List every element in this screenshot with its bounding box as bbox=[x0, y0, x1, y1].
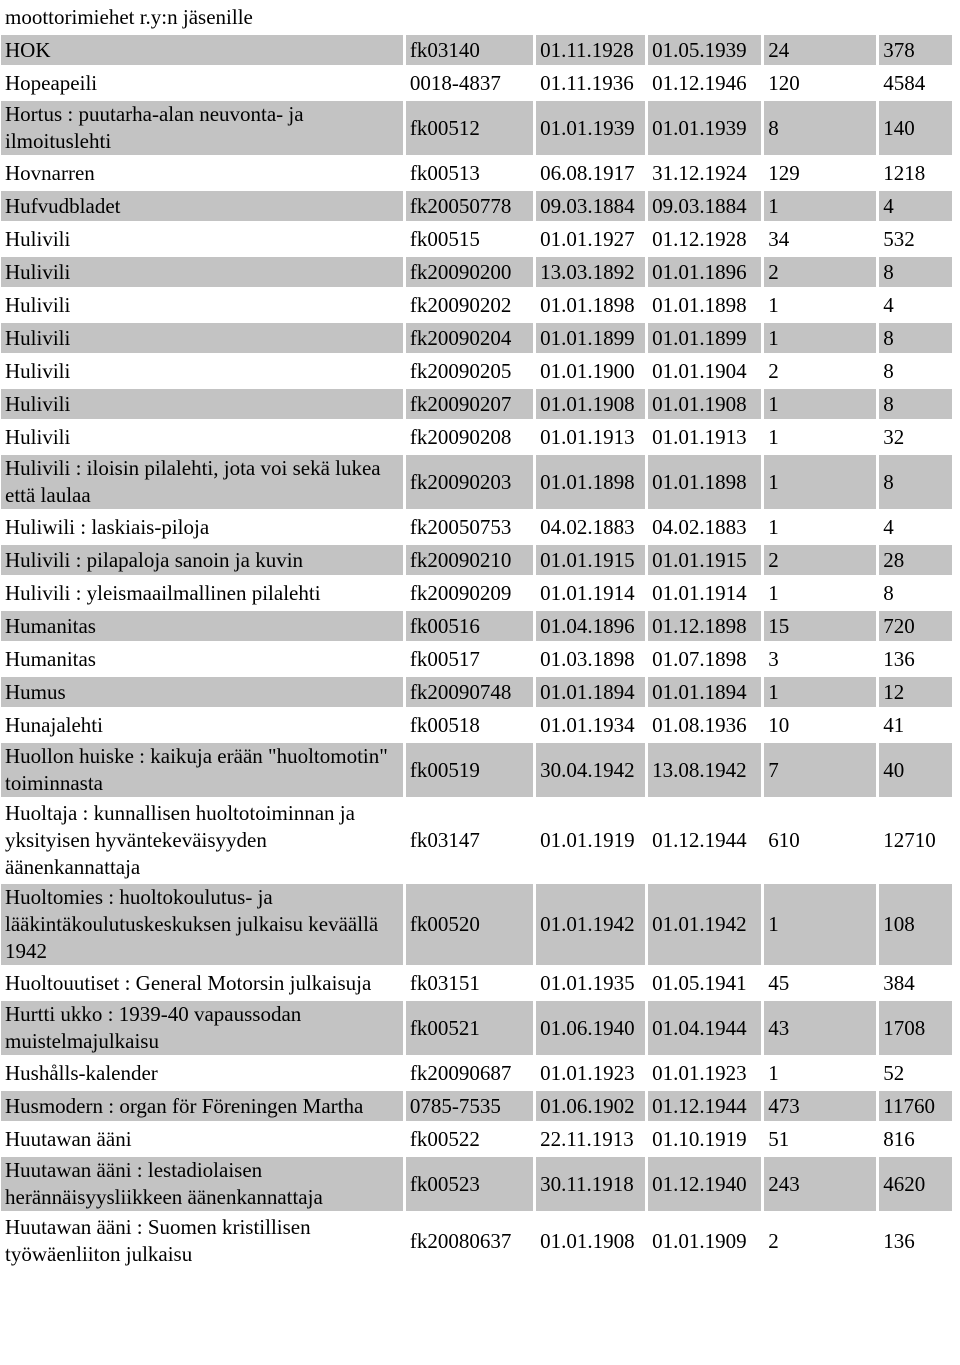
table-row bbox=[1, 512, 952, 542]
end-date-cell: 31.12.1924 bbox=[648, 158, 761, 188]
page-count-cell: 8 bbox=[879, 323, 952, 353]
start-date-cell: 22.11.1913 bbox=[536, 1124, 645, 1154]
end-date-cell: 01.12.1898 bbox=[648, 611, 761, 641]
page-count-cell: 4 bbox=[879, 191, 952, 221]
end-date-cell: 01.12.1928 bbox=[648, 224, 761, 254]
start-date-cell: 01.01.1908 bbox=[536, 1214, 645, 1268]
issue-count-cell: 1 bbox=[764, 389, 876, 419]
title-cell: Hulivili : yleismaailmallinen pilalehti bbox=[1, 578, 403, 608]
page-count-cell: 720 bbox=[879, 611, 952, 641]
page-count-cell: 28 bbox=[879, 545, 952, 575]
title-cell: Hulivili : pilapaloja sanoin ja kuvin bbox=[1, 545, 403, 575]
page-count-cell: 4 bbox=[879, 290, 952, 320]
title-cell: Humus bbox=[1, 677, 403, 707]
page-count-cell: 1218 bbox=[879, 158, 952, 188]
page-count-cell: 140 bbox=[879, 101, 952, 155]
table-row bbox=[1, 884, 952, 965]
page-count-cell: 4584 bbox=[879, 68, 952, 98]
id-cell bbox=[406, 2, 533, 32]
end-date-cell: 01.04.1944 bbox=[648, 1001, 761, 1055]
title-cell: Hulivili bbox=[1, 422, 403, 452]
title-cell: Huutawan ääni : Suomen kristillisen työwäenliiton julkaisu bbox=[1, 1214, 403, 1268]
table-row bbox=[1, 968, 952, 998]
id-cell: 0018-4837 bbox=[406, 68, 533, 98]
issue-count-cell: 1 bbox=[764, 512, 876, 542]
issue-count-cell: 610 bbox=[764, 800, 876, 881]
start-date-cell: 01.01.1914 bbox=[536, 578, 645, 608]
start-date-cell: 01.06.1940 bbox=[536, 1001, 645, 1055]
title-cell: Hulivili bbox=[1, 290, 403, 320]
page-count-cell: 32 bbox=[879, 422, 952, 452]
start-date-cell: 01.11.1936 bbox=[536, 68, 645, 98]
end-date-cell: 01.01.1908 bbox=[648, 389, 761, 419]
start-date-cell: 01.01.1935 bbox=[536, 968, 645, 998]
id-cell: fk00523 bbox=[406, 1157, 533, 1211]
id-cell: fk00516 bbox=[406, 611, 533, 641]
id-cell: fk20090209 bbox=[406, 578, 533, 608]
table-row bbox=[1, 101, 952, 155]
table-row bbox=[1, 743, 952, 797]
issue-count-cell: 43 bbox=[764, 1001, 876, 1055]
id-cell: 0785-7535 bbox=[406, 1091, 533, 1121]
end-date-cell: 01.01.1909 bbox=[648, 1214, 761, 1268]
title-cell: Hovnarren bbox=[1, 158, 403, 188]
page-count-cell: 41 bbox=[879, 710, 952, 740]
end-date-cell: 01.12.1944 bbox=[648, 800, 761, 881]
title-cell: Hulivili bbox=[1, 323, 403, 353]
id-cell: fk20080637 bbox=[406, 1214, 533, 1268]
id-cell: fk20090210 bbox=[406, 545, 533, 575]
id-cell: fk20050753 bbox=[406, 512, 533, 542]
id-cell: fk00518 bbox=[406, 710, 533, 740]
issue-count-cell: 24 bbox=[764, 35, 876, 65]
end-date-cell: 01.12.1940 bbox=[648, 1157, 761, 1211]
id-cell: fk00513 bbox=[406, 158, 533, 188]
start-date-cell: 01.01.1939 bbox=[536, 101, 645, 155]
table-row bbox=[1, 257, 952, 287]
id-cell: fk20090687 bbox=[406, 1058, 533, 1088]
table-row bbox=[1, 356, 952, 386]
table-row bbox=[1, 191, 952, 221]
issue-count-cell: 2 bbox=[764, 545, 876, 575]
issue-count-cell: 15 bbox=[764, 611, 876, 641]
issue-count-cell: 2 bbox=[764, 257, 876, 287]
table-row-continuation bbox=[1, 2, 952, 32]
issue-count-cell: 129 bbox=[764, 158, 876, 188]
title-cell: Huoltomies : huoltokoulutus- ja lääkintäkoulutuskeskuksen julkaisu keväällä 1942 bbox=[1, 884, 403, 965]
table-row bbox=[1, 1001, 952, 1055]
table-row bbox=[1, 1124, 952, 1154]
page-count-cell: 8 bbox=[879, 389, 952, 419]
id-cell: fk20090205 bbox=[406, 356, 533, 386]
end-date-cell: 01.01.1913 bbox=[648, 422, 761, 452]
start-date-cell: 01.01.1927 bbox=[536, 224, 645, 254]
id-cell: fk00517 bbox=[406, 644, 533, 674]
table-row bbox=[1, 611, 952, 641]
id-cell: fk00522 bbox=[406, 1124, 533, 1154]
page-count-cell: 816 bbox=[879, 1124, 952, 1154]
end-date-cell: 01.01.1923 bbox=[648, 1058, 761, 1088]
id-cell: fk03151 bbox=[406, 968, 533, 998]
id-cell: fk00520 bbox=[406, 884, 533, 965]
issue-count-cell: 120 bbox=[764, 68, 876, 98]
page-count-cell: 8 bbox=[879, 455, 952, 509]
end-date-cell: 01.01.1915 bbox=[648, 545, 761, 575]
page-count-cell: 8 bbox=[879, 257, 952, 287]
end-date-cell: 13.08.1942 bbox=[648, 743, 761, 797]
table-row bbox=[1, 422, 952, 452]
title-cell: Hulivili bbox=[1, 389, 403, 419]
start-date-cell bbox=[536, 2, 645, 32]
start-date-cell: 13.03.1892 bbox=[536, 257, 645, 287]
end-date-cell: 01.05.1941 bbox=[648, 968, 761, 998]
id-cell: fk20090204 bbox=[406, 323, 533, 353]
end-date-cell bbox=[648, 2, 761, 32]
id-cell: fk20090203 bbox=[406, 455, 533, 509]
title-cell: Huoltouutiset : General Motorsin julkaisuja bbox=[1, 968, 403, 998]
title-cell: Hulivili bbox=[1, 257, 403, 287]
id-cell: fk03147 bbox=[406, 800, 533, 881]
page-count-cell: 384 bbox=[879, 968, 952, 998]
page-count-cell: 12 bbox=[879, 677, 952, 707]
page-count-cell: 12710 bbox=[879, 800, 952, 881]
issue-count-cell: 1 bbox=[764, 677, 876, 707]
start-date-cell: 30.04.1942 bbox=[536, 743, 645, 797]
end-date-cell: 01.01.1899 bbox=[648, 323, 761, 353]
title-cell: Hortus : puutarha-alan neuvonta- ja ilmoituslehti bbox=[1, 101, 403, 155]
title-cell: Hulivili : iloisin pilalehti, jota voi sekä lukea että laulaa bbox=[1, 455, 403, 509]
issue-count-cell: 1 bbox=[764, 455, 876, 509]
start-date-cell: 01.01.1894 bbox=[536, 677, 645, 707]
start-date-cell: 01.11.1928 bbox=[536, 35, 645, 65]
end-date-cell: 09.03.1884 bbox=[648, 191, 761, 221]
page-count-cell: 4 bbox=[879, 512, 952, 542]
title-cell: Huutawan ääni bbox=[1, 1124, 403, 1154]
issue-count-cell: 2 bbox=[764, 356, 876, 386]
start-date-cell: 04.02.1883 bbox=[536, 512, 645, 542]
end-date-cell: 01.10.1919 bbox=[648, 1124, 761, 1154]
table-row bbox=[1, 323, 952, 353]
end-date-cell: 01.12.1944 bbox=[648, 1091, 761, 1121]
issue-count-cell: 2 bbox=[764, 1214, 876, 1268]
table-row bbox=[1, 455, 952, 509]
issue-count-cell: 10 bbox=[764, 710, 876, 740]
page-count-cell: 40 bbox=[879, 743, 952, 797]
id-cell: fk20090207 bbox=[406, 389, 533, 419]
start-date-cell: 09.03.1884 bbox=[536, 191, 645, 221]
id-cell: fk00519 bbox=[406, 743, 533, 797]
start-date-cell: 01.01.1915 bbox=[536, 545, 645, 575]
end-date-cell: 01.12.1946 bbox=[648, 68, 761, 98]
title-cell: Hufvudbladet bbox=[1, 191, 403, 221]
start-date-cell: 01.01.1923 bbox=[536, 1058, 645, 1088]
end-date-cell: 01.01.1914 bbox=[648, 578, 761, 608]
start-date-cell: 01.01.1898 bbox=[536, 455, 645, 509]
page-count-cell: 532 bbox=[879, 224, 952, 254]
id-cell: fk00515 bbox=[406, 224, 533, 254]
title-cell: Hulivili bbox=[1, 224, 403, 254]
title-cell: Huollon huiske : kaikuja erään "huoltomotin" toiminnasta bbox=[1, 743, 403, 797]
end-date-cell: 01.01.1894 bbox=[648, 677, 761, 707]
table-row bbox=[1, 677, 952, 707]
id-cell: fk20090748 bbox=[406, 677, 533, 707]
start-date-cell: 01.01.1900 bbox=[536, 356, 645, 386]
issue-count-cell: 51 bbox=[764, 1124, 876, 1154]
start-date-cell: 01.01.1908 bbox=[536, 389, 645, 419]
table-row bbox=[1, 1214, 952, 1268]
start-date-cell: 06.08.1917 bbox=[536, 158, 645, 188]
title-cell: moottorimiehet r.y:n jäsenille bbox=[1, 2, 403, 32]
table-row bbox=[1, 68, 952, 98]
page-count-cell: 136 bbox=[879, 644, 952, 674]
issue-count-cell: 1 bbox=[764, 290, 876, 320]
start-date-cell: 01.04.1896 bbox=[536, 611, 645, 641]
page-count-cell: 108 bbox=[879, 884, 952, 965]
table-row bbox=[1, 224, 952, 254]
start-date-cell: 01.01.1899 bbox=[536, 323, 645, 353]
start-date-cell: 01.03.1898 bbox=[536, 644, 645, 674]
end-date-cell: 01.07.1898 bbox=[648, 644, 761, 674]
id-cell: fk00521 bbox=[406, 1001, 533, 1055]
table-row bbox=[1, 578, 952, 608]
start-date-cell: 01.01.1942 bbox=[536, 884, 645, 965]
start-date-cell: 01.01.1919 bbox=[536, 800, 645, 881]
page-count-cell: 4620 bbox=[879, 1157, 952, 1211]
title-cell: Humanitas bbox=[1, 611, 403, 641]
id-cell: fk20050778 bbox=[406, 191, 533, 221]
table-row bbox=[1, 545, 952, 575]
table-body bbox=[1, 2, 952, 1268]
table-row bbox=[1, 1058, 952, 1088]
issue-count-cell: 7 bbox=[764, 743, 876, 797]
start-date-cell: 01.01.1898 bbox=[536, 290, 645, 320]
end-date-cell: 01.01.1942 bbox=[648, 884, 761, 965]
table-row bbox=[1, 710, 952, 740]
id-cell: fk20090200 bbox=[406, 257, 533, 287]
issue-count-cell: 8 bbox=[764, 101, 876, 155]
id-cell: fk20090202 bbox=[406, 290, 533, 320]
issue-count-cell: 1 bbox=[764, 1058, 876, 1088]
issue-count-cell: 243 bbox=[764, 1157, 876, 1211]
start-date-cell: 01.01.1913 bbox=[536, 422, 645, 452]
end-date-cell: 01.01.1939 bbox=[648, 101, 761, 155]
table-row bbox=[1, 1091, 952, 1121]
page-count-cell: 378 bbox=[879, 35, 952, 65]
start-date-cell: 01.01.1934 bbox=[536, 710, 645, 740]
issue-count-cell: 1 bbox=[764, 422, 876, 452]
title-cell: HOK bbox=[1, 35, 403, 65]
issue-count-cell: 3 bbox=[764, 644, 876, 674]
id-cell: fk20090208 bbox=[406, 422, 533, 452]
start-date-cell: 01.06.1902 bbox=[536, 1091, 645, 1121]
page-count-cell bbox=[879, 2, 952, 32]
table-row bbox=[1, 389, 952, 419]
page-count-cell: 52 bbox=[879, 1058, 952, 1088]
end-date-cell: 01.01.1904 bbox=[648, 356, 761, 386]
end-date-cell: 01.08.1936 bbox=[648, 710, 761, 740]
page-count-cell: 8 bbox=[879, 356, 952, 386]
title-cell: Humanitas bbox=[1, 644, 403, 674]
title-cell: Hulivili bbox=[1, 356, 403, 386]
issue-count-cell: 1 bbox=[764, 578, 876, 608]
issue-count-cell: 473 bbox=[764, 1091, 876, 1121]
issue-count-cell bbox=[764, 2, 876, 32]
table-row bbox=[1, 158, 952, 188]
issue-count-cell: 1 bbox=[764, 191, 876, 221]
id-cell: fk03140 bbox=[406, 35, 533, 65]
title-cell: Hopeapeili bbox=[1, 68, 403, 98]
table-row bbox=[1, 800, 952, 881]
table-row bbox=[1, 644, 952, 674]
id-cell: fk00512 bbox=[406, 101, 533, 155]
title-cell: Hushålls-kalender bbox=[1, 1058, 403, 1088]
title-cell: Huliwili : laskiais-piloja bbox=[1, 512, 403, 542]
table-row bbox=[1, 1157, 952, 1211]
end-date-cell: 01.01.1898 bbox=[648, 455, 761, 509]
title-cell: Huoltaja : kunnallisen huoltotoiminnan ja yksityisen hyväntekeväisyyden äänenkannattaja bbox=[1, 800, 403, 881]
end-date-cell: 04.02.1883 bbox=[648, 512, 761, 542]
issue-count-cell: 34 bbox=[764, 224, 876, 254]
title-cell: Husmodern : organ för Föreningen Martha bbox=[1, 1091, 403, 1121]
issue-count-cell: 1 bbox=[764, 323, 876, 353]
page-count-cell: 136 bbox=[879, 1214, 952, 1268]
table-row bbox=[1, 35, 952, 65]
end-date-cell: 01.01.1898 bbox=[648, 290, 761, 320]
title-cell: Huutawan ääni : lestadiolaisen herännäisyysliikkeen äänenkannattaja bbox=[1, 1157, 403, 1211]
page-count-cell: 1708 bbox=[879, 1001, 952, 1055]
issue-count-cell: 45 bbox=[764, 968, 876, 998]
page-count-cell: 11760 bbox=[879, 1091, 952, 1121]
end-date-cell: 01.01.1896 bbox=[648, 257, 761, 287]
page-count-cell: 8 bbox=[879, 578, 952, 608]
start-date-cell: 30.11.1918 bbox=[536, 1157, 645, 1211]
title-cell: Hurtti ukko : 1939-40 vapaussodan muistelmajulkaisu bbox=[1, 1001, 403, 1055]
end-date-cell: 01.05.1939 bbox=[648, 35, 761, 65]
table-row bbox=[1, 290, 952, 320]
issue-count-cell: 1 bbox=[764, 884, 876, 965]
title-cell: Hunajalehti bbox=[1, 710, 403, 740]
